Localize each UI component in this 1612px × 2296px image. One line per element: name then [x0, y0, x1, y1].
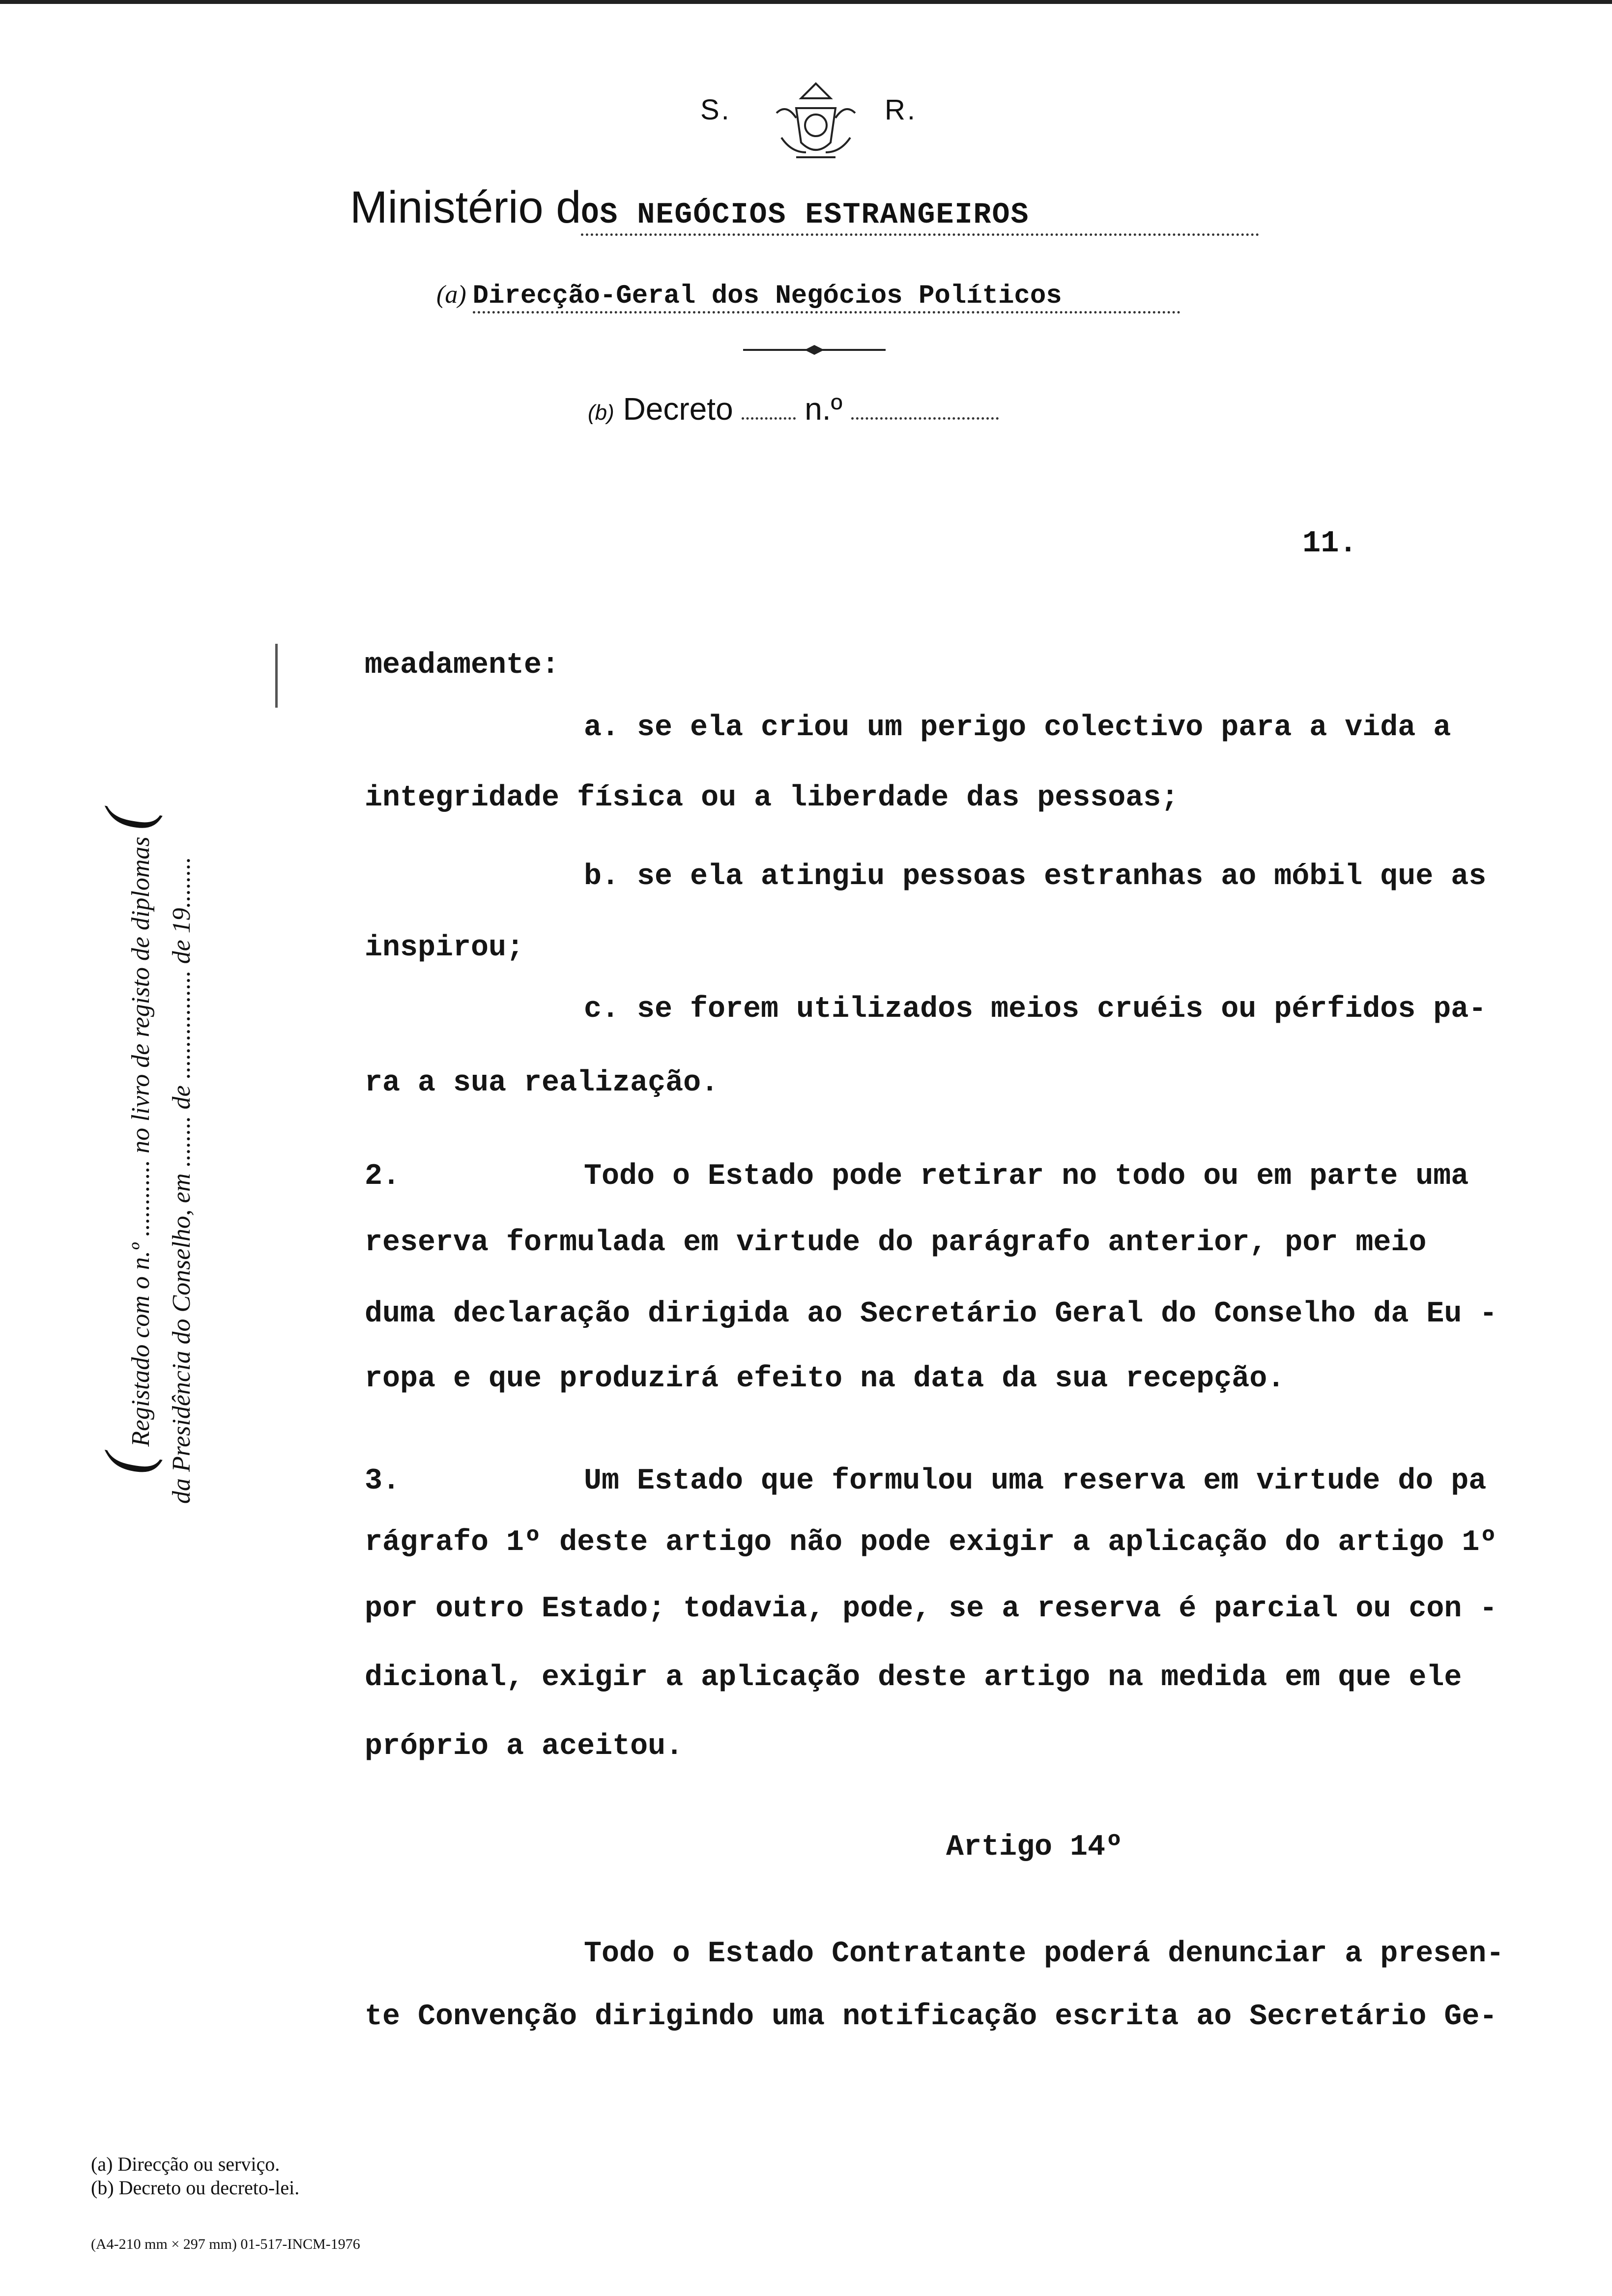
- body-line-1: meadamente:: [365, 649, 560, 682]
- footnote-a: (a) Direcção ou serviço.: [91, 2153, 280, 2175]
- body-line-6: c. se forem utilizados meios cruéis ou pérfidos pa-: [584, 993, 1487, 1026]
- sr-left-letter: S.: [700, 94, 731, 126]
- paragraph-3-line-3: por outro Estado; todavia, pode, se a reserva é parcial ou con -: [365, 1592, 1497, 1626]
- article-14-line-2: te Convenção dirigindo uma notificação escrita ao Secretário Ge-: [365, 2000, 1497, 2034]
- decreto-number-blank: [851, 417, 999, 420]
- body-line-2: a. se ela criou um perigo colectivo para a vida a: [584, 711, 1451, 745]
- body-line-4: b. se ela atingiu pessoas estranhas ao móbil que as: [584, 860, 1487, 893]
- ministry-title: [350, 182, 1259, 236]
- direccao-field: [473, 280, 1180, 314]
- print-info: (A4-210 mm × 297 mm) 01-517-INCM-1976: [91, 2236, 360, 2252]
- decreto-marker: (b): [588, 401, 614, 425]
- paragraph-2-line-4: ropa e que produzirá efeito na data da sua recepção.: [365, 1362, 1285, 1396]
- paragraph-2-line-3: duma declaração dirigida ao Secretário Geral do Conselho da Eu -: [365, 1297, 1497, 1331]
- direccao-line: [436, 280, 1180, 314]
- top-border-line: [0, 0, 1612, 4]
- body-line-5: inspirou;: [365, 931, 524, 965]
- paragraph-3-line-5: próprio a aceitou.: [365, 1730, 684, 1763]
- margin-presidencia-line: da Presidência do Conselho, em ........ de ................. de 19........: [168, 857, 196, 1504]
- paragraph-3-line-2: rágrafo 1º deste artigo não pode exigir a aplicação do artigo 1º: [365, 1526, 1497, 1559]
- ministry-title-typed: OS NEGÓCIOS ESTRANGEIROS: [581, 199, 1030, 232]
- article-14-line-1: Todo o Estado Contratante poderá denunciar a presen-: [584, 1937, 1504, 1971]
- margin-registo-text: Registado com o n.º ............ no livro de registo de diplomas: [127, 836, 155, 1447]
- decreto-blank: [742, 417, 796, 420]
- body-line-3: integridade física ou a liberdade das pessoas;: [365, 781, 1179, 815]
- paragraph-3-line-4: dicional, exigir a aplicação deste artigo na medida em que ele: [365, 1661, 1462, 1694]
- page-number: 11.: [1302, 526, 1357, 561]
- ministry-title-field: [581, 182, 1259, 236]
- paragraph-3-line-1: Um Estado que formulou uma reserva em virtude do pa: [584, 1464, 1487, 1498]
- paragraph-2-number: 2.: [365, 1160, 401, 1193]
- decreto-number-label: n.º: [805, 391, 842, 427]
- footnote-b: (b) Decreto ou decreto-lei.: [91, 2177, 300, 2199]
- paragraph-2-line-1: Todo o Estado pode retirar no todo ou em parte uma: [584, 1160, 1469, 1193]
- ministry-title-prefix: Ministério d: [350, 182, 581, 232]
- coat-of-arms-icon: [767, 79, 865, 167]
- decreto-line: [588, 391, 999, 427]
- ornament-divider: [743, 344, 886, 356]
- margin-paren: (: [92, 809, 163, 831]
- direccao-marker: (a): [436, 281, 466, 309]
- margin-registo-line: [91, 809, 165, 1474]
- article-14-heading: Artigo 14º: [946, 1831, 1123, 1864]
- paragraph-2-line-2: reserva formulada em virtude do parágrafo anterior, por meio: [365, 1226, 1427, 1260]
- margin-rule: [275, 644, 278, 708]
- direccao-typed: Direcção-Geral dos Negócios Políticos: [472, 281, 1062, 311]
- paragraph-3-number: 3.: [365, 1464, 401, 1498]
- margin-paren: (: [92, 1453, 163, 1474]
- decreto-label: Decreto: [623, 391, 733, 427]
- body-line-7: ra a sua realização.: [365, 1066, 719, 1100]
- sr-right-letter: R.: [885, 94, 917, 126]
